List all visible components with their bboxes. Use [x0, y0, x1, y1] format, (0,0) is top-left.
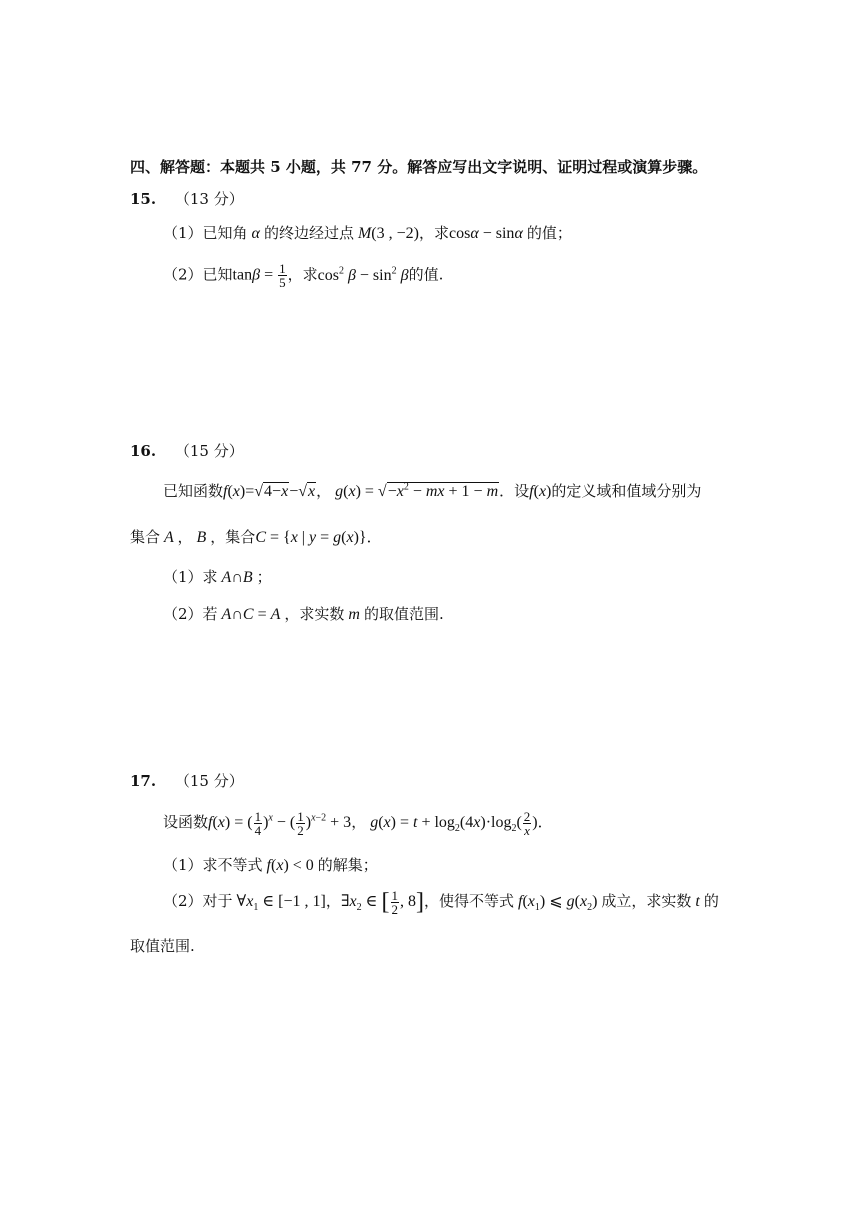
problem-16-part-2 — [163, 603, 444, 626]
part-label: （1）求不等式 — [163, 856, 263, 874]
math-condition: A∩C = A — [221, 606, 281, 623]
text: ， — [351, 813, 367, 832]
problem-17-intro — [163, 810, 553, 837]
text: 的 — [703, 892, 719, 911]
part-label: （2）若 — [163, 605, 218, 623]
problem-points: （15 分） — [174, 772, 244, 790]
problem-15-header — [130, 188, 244, 210]
math-point: M(3 , −2) — [357, 225, 419, 242]
text: ．设 — [499, 482, 530, 500]
math-fraction: $\frac{1}{5}$ — [279, 261, 286, 290]
math-expression: cosα − sinα — [449, 225, 523, 242]
math-set-b: B — [192, 529, 211, 546]
math-inequality: $f(x_1)$ ⩽ $g(x_2)$ — [518, 893, 602, 914]
math-exists: $\exists x_2$ ∈ [ $\frac{1}{2}$ , 8] — [340, 888, 424, 917]
problem-points: （15 分） — [174, 442, 244, 460]
math-t: t — [691, 893, 704, 911]
text: 的取值范围. — [363, 605, 444, 623]
text: 集合 — [130, 528, 161, 546]
text: ，求实数 — [284, 605, 345, 623]
problem-17-part-2-continued: 取值范围. — [130, 937, 195, 955]
text: ， — [177, 528, 193, 546]
problem-points: （13 分） — [174, 190, 244, 208]
problem-16-intro — [163, 480, 701, 503]
math-f: f(x) — [529, 483, 552, 500]
math-g-def: $g(x) = t + \log_2(4x)\cdot\log_2$( $\frac{2}{x}$ ) — [370, 809, 538, 838]
math-tan: tanβ = — [232, 266, 278, 284]
math-set-c: C = {x | y = g(x)} — [255, 529, 367, 546]
text: ，求 — [418, 224, 449, 242]
text: ． — [537, 813, 553, 832]
section-heading: 四、解答题：本题共 5 小题，共 77 分。解答应写出文字说明、证明过程或演算步骤。 — [130, 158, 708, 176]
text: 已知函数 — [163, 482, 224, 500]
problem-16-header — [130, 440, 244, 462]
text: ， — [316, 482, 332, 500]
text: 成立，求实数 — [601, 892, 692, 911]
problem-16-part-1 — [163, 566, 272, 589]
text: ，使得不等式 — [424, 892, 515, 911]
math-f-def: f(x) = ( $\frac{1}{4}$ )$^x$ − ( $\frac{1}{2}$ )$^{x-2}$ + 3 — [208, 809, 352, 838]
math-inequality: f(x) < 0 — [266, 857, 318, 874]
text: ，集合 — [210, 528, 256, 546]
text: 的终边经过点 — [263, 224, 354, 242]
problem-number: 16. — [130, 442, 157, 460]
problem-17-part-2 — [163, 889, 719, 916]
problem-15-part-2 — [163, 262, 443, 289]
math-alpha: α — [247, 225, 264, 242]
problem-17-header — [130, 770, 244, 792]
text: 的值； — [526, 224, 572, 242]
text: ． — [366, 528, 382, 546]
problem-number: 17. — [130, 772, 157, 790]
text: 设函数 — [163, 813, 209, 832]
math-intersection: A∩B — [221, 569, 253, 586]
text: ； — [256, 568, 272, 586]
math-forall: $\forall x_1$ ∈ [−1 , 1] — [232, 893, 326, 914]
part-label: （1）已知角 — [163, 224, 248, 242]
text: ，求 — [287, 265, 318, 284]
math-expression: $\cos^2 \beta - \sin^2 \beta$ — [317, 265, 409, 284]
math-g-def: $g(x) = √-x^2$ − mx + 1 − m — [335, 481, 499, 500]
math-set-a: A — [160, 529, 178, 546]
part-label: （2）已知 — [163, 265, 233, 284]
part-label: （2）对于 — [163, 892, 233, 911]
problem-15-part-1 — [163, 222, 572, 245]
problem-17-part-1 — [163, 854, 378, 877]
problem-number: 15. — [130, 190, 157, 208]
text: 的定义域和值域分别为 — [551, 482, 702, 500]
problem-16-sets — [130, 526, 382, 549]
math-f-def: f(x)=√4−x−√x — [223, 483, 316, 500]
math-m: m — [344, 606, 364, 623]
text: 的值. — [408, 265, 444, 284]
part-label: （1）求 — [163, 568, 218, 586]
text: 的解集； — [317, 856, 378, 874]
text: ， — [325, 892, 341, 911]
